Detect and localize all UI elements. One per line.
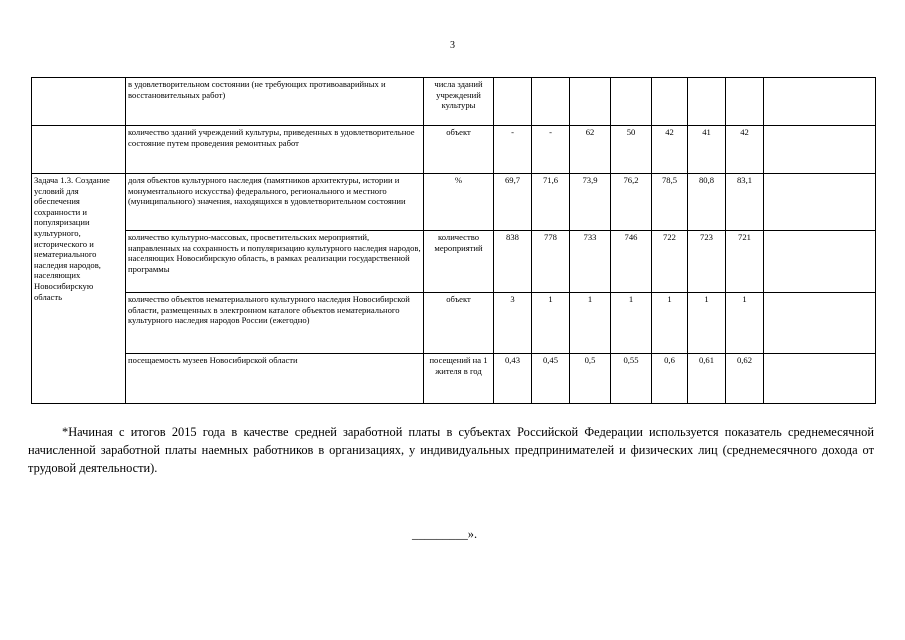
- value-cell: [764, 174, 876, 231]
- indicator-cell: доля объектов культурного наследия (памятников архитектуры, истории и монументального искусства) федерального, регионального и местного (муниципального) значения, находящихся в удовлетворительном состоянии: [126, 174, 424, 231]
- value-cell: 0,6: [652, 354, 688, 404]
- value-cell: [764, 354, 876, 404]
- table-row: [32, 174, 876, 231]
- value-cell: 42: [652, 126, 688, 174]
- value-cell: 1: [726, 293, 764, 354]
- value-cell: [764, 231, 876, 293]
- value-cell: 71,6: [532, 174, 570, 231]
- value-cell: [494, 78, 532, 126]
- indicator-cell: количество зданий учреждений культуры, приведенных в удовлетворительное состояние путем проведения ремонтных работ: [126, 126, 424, 174]
- value-cell: 1: [570, 293, 611, 354]
- closing-signature-line: _________».: [412, 527, 478, 541]
- table-row: [32, 293, 876, 354]
- value-cell: 62: [570, 126, 611, 174]
- unit-cell: объект: [424, 293, 494, 354]
- task-cell: [32, 78, 126, 126]
- unit-cell: %: [424, 174, 494, 231]
- task-cell-empty: [32, 126, 126, 174]
- value-cell: 83,1: [726, 174, 764, 231]
- task-cell: Задача 1.3. Создание условий для обеспечения сохранности и популяризации культурного, исторического и нематериального наследия народов, населяющих Новосибирскую область: [32, 174, 126, 404]
- value-cell: 42: [726, 126, 764, 174]
- value-cell: 0,62: [726, 354, 764, 404]
- table-row: [32, 231, 876, 293]
- value-cell: -: [494, 126, 532, 174]
- value-cell: [688, 78, 726, 126]
- value-cell: 721: [726, 231, 764, 293]
- table-row: [32, 78, 876, 126]
- value-cell: 1: [688, 293, 726, 354]
- value-cell: [532, 78, 570, 126]
- unit-cell: количество мероприятий: [424, 231, 494, 293]
- value-cell: 1: [652, 293, 688, 354]
- value-cell: 0,43: [494, 354, 532, 404]
- table-row: [32, 126, 876, 174]
- value-cell: 723: [688, 231, 726, 293]
- value-cell: 50: [611, 126, 652, 174]
- value-cell: 838: [494, 231, 532, 293]
- indicator-cell: количество культурно-массовых, просветительских мероприятий, направленных на сохранность и популяризацию культурного наследия народов, населяющих Новосибирскую область, в рамках реализации государственной программы: [126, 231, 424, 293]
- value-cell: [652, 78, 688, 126]
- value-cell: 76,2: [611, 174, 652, 231]
- value-cell: 41: [688, 126, 726, 174]
- value-cell: 0,45: [532, 354, 570, 404]
- unit-cell: объект: [424, 126, 494, 174]
- value-cell: 722: [652, 231, 688, 293]
- value-cell: [764, 126, 876, 174]
- value-cell: 0,5: [570, 354, 611, 404]
- value-cell: 78,5: [652, 174, 688, 231]
- indicator-cell: количество объектов нематериального культурного наследия Новосибирской области, размещенных в электронном каталоге объектов нематериального культурного наследия народов России (ежегодно): [126, 293, 424, 354]
- value-cell: [764, 293, 876, 354]
- value-cell: [611, 78, 652, 126]
- value-cell: 0,61: [688, 354, 726, 404]
- page-number: 3: [450, 40, 455, 51]
- indicator-cell: посещаемость музеев Новосибирской области: [126, 354, 424, 404]
- unit-cell: посещений на 1 жителя в год: [424, 354, 494, 404]
- table-row: [32, 354, 876, 404]
- value-cell: 69,7: [494, 174, 532, 231]
- value-cell: 1: [532, 293, 570, 354]
- value-cell: 80,8: [688, 174, 726, 231]
- value-cell: -: [532, 126, 570, 174]
- unit-cell: числа зданий учреждений культуры: [424, 78, 494, 126]
- indicators-table: [31, 77, 876, 404]
- value-cell: [570, 78, 611, 126]
- value-cell: 73,9: [570, 174, 611, 231]
- value-cell: 778: [532, 231, 570, 293]
- value-cell: 733: [570, 231, 611, 293]
- value-cell: [726, 78, 764, 126]
- value-cell: [764, 78, 876, 126]
- indicator-cell: в удовлетворительном состоянии (не требующих противоаварийных и восстановительных работ): [126, 78, 424, 126]
- value-cell: 3: [494, 293, 532, 354]
- value-cell: 1: [611, 293, 652, 354]
- footnote-paragraph: *Начиная с итогов 2015 года в качестве средней заработной платы в субъектах Российской Федерации используется показатель среднемесячной начисленной заработной платы наемных работников в организациях, у индивидуальных предпринимателей и физических лиц (среднемесячного дохода от трудовой деятельности).: [28, 425, 874, 475]
- value-cell: 746: [611, 231, 652, 293]
- value-cell: 0,55: [611, 354, 652, 404]
